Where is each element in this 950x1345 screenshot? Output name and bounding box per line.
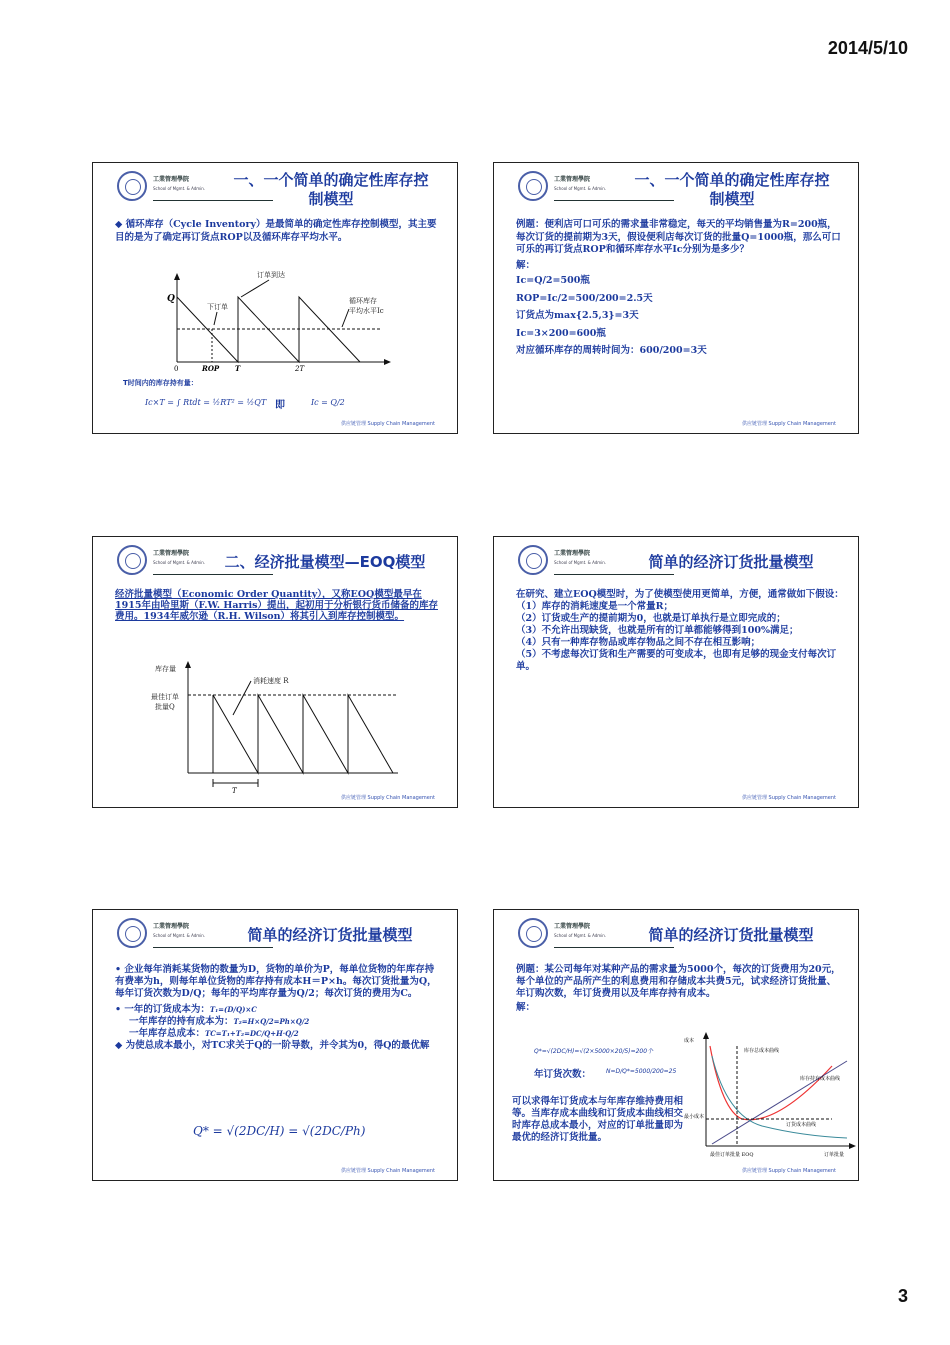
- intro-text: 在研究、建立EOQ模型时，为了使模型使用更简单，方便，通常做如下假设：: [516, 589, 844, 600]
- chart-best: 最佳订单批量 EOQ: [710, 1152, 754, 1158]
- example-text: 例题：某公司每年对某种产品的需求量为5000个，每次的订货费用为20元，每个单位的产品所产生的利息费用和存储成本共费5元，试求经济订货批量、年订购次数，年订货费用以及年库存持有成本。: [516, 964, 841, 999]
- solution-line-2: ROP=Ic/2=500/200=2.5天: [516, 292, 653, 304]
- formula-ji: 即: [275, 400, 285, 411]
- label-rate: 消耗速度 R: [253, 677, 289, 685]
- order-cost-formula: T₁=(D/Q)×C: [209, 1005, 257, 1014]
- solution-line-4: Ic=3×200=600瓶: [516, 327, 606, 339]
- school-name-en: School of Mgmt. & Admin.: [153, 560, 206, 565]
- slide-body: [516, 589, 844, 673]
- slide-5: [92, 909, 458, 1181]
- school-name-en: School of Mgmt. & Admin.: [153, 186, 206, 191]
- slide-3: [92, 536, 458, 808]
- school-name: 工業管理學院: [153, 923, 190, 930]
- solution-line-1: Ic=Q/2=500瓶: [516, 275, 590, 286]
- axis-zero: 0: [174, 365, 179, 373]
- slide-header: [494, 537, 858, 587]
- solution-line-3: 订货点为max{2.5,3}=3天: [516, 310, 639, 321]
- slide-header: [93, 163, 457, 213]
- label-best-1: 最佳订单: [151, 693, 179, 701]
- holding-cost-label: 一年库存的持有成本为：: [129, 1016, 234, 1027]
- school-logo-icon: [117, 918, 147, 948]
- school-name: 工業管理學院: [554, 923, 591, 930]
- total-cost-formula: TC=T₁+T₂=DC/Q+H·Q/2: [205, 1029, 299, 1038]
- solution-label: 解：: [516, 1002, 536, 1013]
- calc-eoq: Q*=√(2DC/H)=√(2×5000×20/5)=200个: [534, 1048, 654, 1055]
- school-name-en: School of Mgmt. & Admin.: [554, 186, 607, 191]
- slide-title: 简单的经济订货批量模型: [648, 926, 814, 944]
- divider: [153, 947, 273, 948]
- school-logo-icon: [518, 171, 548, 201]
- school-name: 工業管理學院: [153, 550, 190, 557]
- slide-header: [93, 910, 457, 960]
- slide-2: [493, 162, 859, 434]
- chart-total: 库存总成本曲线: [744, 1048, 780, 1054]
- label-inventory: 库存量: [155, 665, 176, 673]
- cycle-inventory-chart: [117, 267, 447, 377]
- school-name-en: School of Mgmt. & Admin.: [554, 560, 607, 565]
- slide-footer: 供应链管理 Supply Chain Management: [741, 795, 836, 801]
- school-name-en: School of Mgmt. & Admin.: [153, 933, 206, 938]
- slide-body: [516, 964, 844, 1014]
- page-number: 3: [897, 1286, 908, 1306]
- bullet: ◆: [115, 1040, 123, 1051]
- slide-body: ◆ 循环库存（Cycle Inventory）是最简单的确定性库存控制模型，其主要目的是为了确定再订货点ROP以及循环库存平均水平。: [115, 219, 437, 243]
- slide-title: 一、一个简单的确定性库存控 制模型: [634, 171, 830, 208]
- slide-body: [516, 219, 844, 358]
- axis-t: T: [235, 364, 241, 373]
- bullet: •: [115, 1004, 122, 1015]
- calc-orders: N=D/Q*=5000/200=25: [606, 1068, 677, 1075]
- assumption-5: （5）不考虑每次订货和生产需要的可变成本，也即有足够的现金支付每次订单。: [516, 649, 837, 672]
- paragraph-3: 为使总成本最小，对TC求关于Q的一阶导数，并令其为0，得Q的最优解: [125, 1040, 430, 1051]
- eoq-formula: Q* = √(2DC/H) = √(2DC/Ph): [193, 1124, 366, 1138]
- slide-6: [493, 909, 859, 1181]
- school-name-en: School of Mgmt. & Admin.: [554, 933, 607, 938]
- school-logo-icon: [518, 545, 548, 575]
- slide-footer: 供应链管理 Supply Chain Management: [340, 421, 435, 427]
- slide-header: [494, 910, 858, 960]
- label-cycle: 循环库存: [349, 297, 377, 305]
- slide-body: [115, 589, 443, 622]
- assumption-2: （2）订货或生产的提前期为0，也就是订单执行是立即完成的；: [516, 613, 786, 624]
- slide-header: [93, 537, 457, 587]
- label-order: 下订单: [207, 303, 228, 311]
- assumption-4: （4）只有一种库存物品或库存物品之间不存在相互影响；: [516, 637, 761, 648]
- slide-footer: 供应链管理 Supply Chain Management: [741, 1168, 836, 1174]
- slide-title: 一、一个简单的确定性库存控 制模型: [233, 171, 429, 208]
- total-cost-label: 一年库存总成本：: [129, 1028, 206, 1039]
- axis-2t: 2T: [295, 365, 305, 373]
- slide-4: [493, 536, 859, 808]
- formula-main: Ic×T = ∫ Rtdt = ½RT² = ½QT: [145, 398, 267, 407]
- slide-text: 循环库存（Cycle Inventory）是最简单的确定性库存控制模型，其主要目的是为了确定再订货点ROP以及循环库存平均水平。: [115, 219, 437, 243]
- solution-line-5: 对应循环库存的周转时间为：600/200=3天: [516, 345, 707, 356]
- eoq-chart: [133, 655, 433, 795]
- divider: [554, 574, 674, 575]
- chart-x: 订单批量: [824, 1152, 845, 1158]
- axis-q: Q: [167, 294, 175, 304]
- holding-cost-formula: T₂=H×Q/2=Ph×Q/2: [233, 1017, 310, 1026]
- bullet: •: [115, 964, 122, 975]
- label-level: 平均水平Ic: [349, 307, 384, 315]
- calc-orders-label: 年订货次数：: [534, 1069, 592, 1080]
- divider: [554, 947, 674, 948]
- axis-t: T: [232, 787, 237, 795]
- school-logo-icon: [518, 918, 548, 948]
- school-logo-icon: [117, 545, 147, 575]
- slide-header: [494, 163, 858, 213]
- slide-title: 简单的经济订货批量模型: [648, 553, 814, 571]
- chart-hold: 库存持有成本曲线: [800, 1076, 841, 1082]
- paragraph-1: 企业每年消耗某货物的数量为D，货物的单价为P，每单位货物的年库存持有费率为h，则每年单位货物的库存持有成本H＝P×h。每次订货批量为Q，每年订货次数为D/Q；每年的平均库存量为Q/2；每次订货的费用为C。: [115, 964, 437, 999]
- order-cost-label: 一年的订货成本为：: [124, 1004, 210, 1015]
- chart-cost: 成本: [684, 1038, 695, 1044]
- formula-result: Ic = Q/2: [311, 398, 345, 407]
- axis-rop: ROP: [202, 364, 220, 373]
- conclusion: 可以求得年订货成本与年库存维持费用相等。当库存成本曲线和订货成本曲线相交时库存总成本最小，对应的订单批量即为最优的经济订货批量。: [512, 1096, 684, 1143]
- divider: [153, 574, 273, 575]
- slide-footer: 供应链管理 Supply Chain Management: [741, 421, 836, 427]
- slide-title: 简单的经济订货批量模型: [247, 926, 413, 944]
- solution-label: 解：: [516, 259, 536, 271]
- school-name: 工業管理學院: [554, 550, 591, 557]
- slide-1: [92, 162, 458, 434]
- chart-min: 最小成本: [684, 1114, 705, 1120]
- example-text: 例题：便利店可口可乐的需求量非常稳定，每天的平均销售量为R=200瓶，每次订货的提前期为3天，假设便利店每次订货的批量Q=1000瓶，那么可口可乐的再订货点ROP和循环库存水平Ic分别为是多少？: [516, 219, 841, 255]
- assumption-1: （1）库存的消耗速度是一个常量R；: [516, 601, 674, 612]
- slide-title: 二、经济批量模型—EOQ模型: [224, 553, 426, 571]
- assumption-3: （3）不允许出现缺货，也就是所有的订单都能够得到100%满足；: [516, 625, 799, 636]
- page-date: 2014/5/10: [827, 38, 908, 58]
- formula-caption: T时间内的库存持有量：: [123, 379, 198, 387]
- slide-body: [115, 964, 443, 1052]
- school-name: 工業管理學院: [153, 176, 190, 183]
- slide-text: 经济批量模型（Economic Order Quantity），又称EOQ模型最早在1915年由哈里斯（F.W. Harris）提出，起初用于分析银行货币储备的库存费用。1934年威尔逊（R.H. Wilson）将其引入到库存控制模型。: [115, 589, 438, 622]
- label-best-2: 批量Q: [155, 703, 175, 711]
- school-name: 工業管理學院: [554, 176, 591, 183]
- slide-footer: 供应链管理 Supply Chain Management: [340, 1168, 435, 1174]
- cost-curve-chart: [682, 1026, 858, 1172]
- chart-order: 订货成本曲线: [786, 1122, 817, 1128]
- label-arrive: 订单到达: [257, 271, 285, 279]
- school-logo-icon: [117, 171, 147, 201]
- slide-footer: 供应链管理 Supply Chain Management: [340, 795, 435, 801]
